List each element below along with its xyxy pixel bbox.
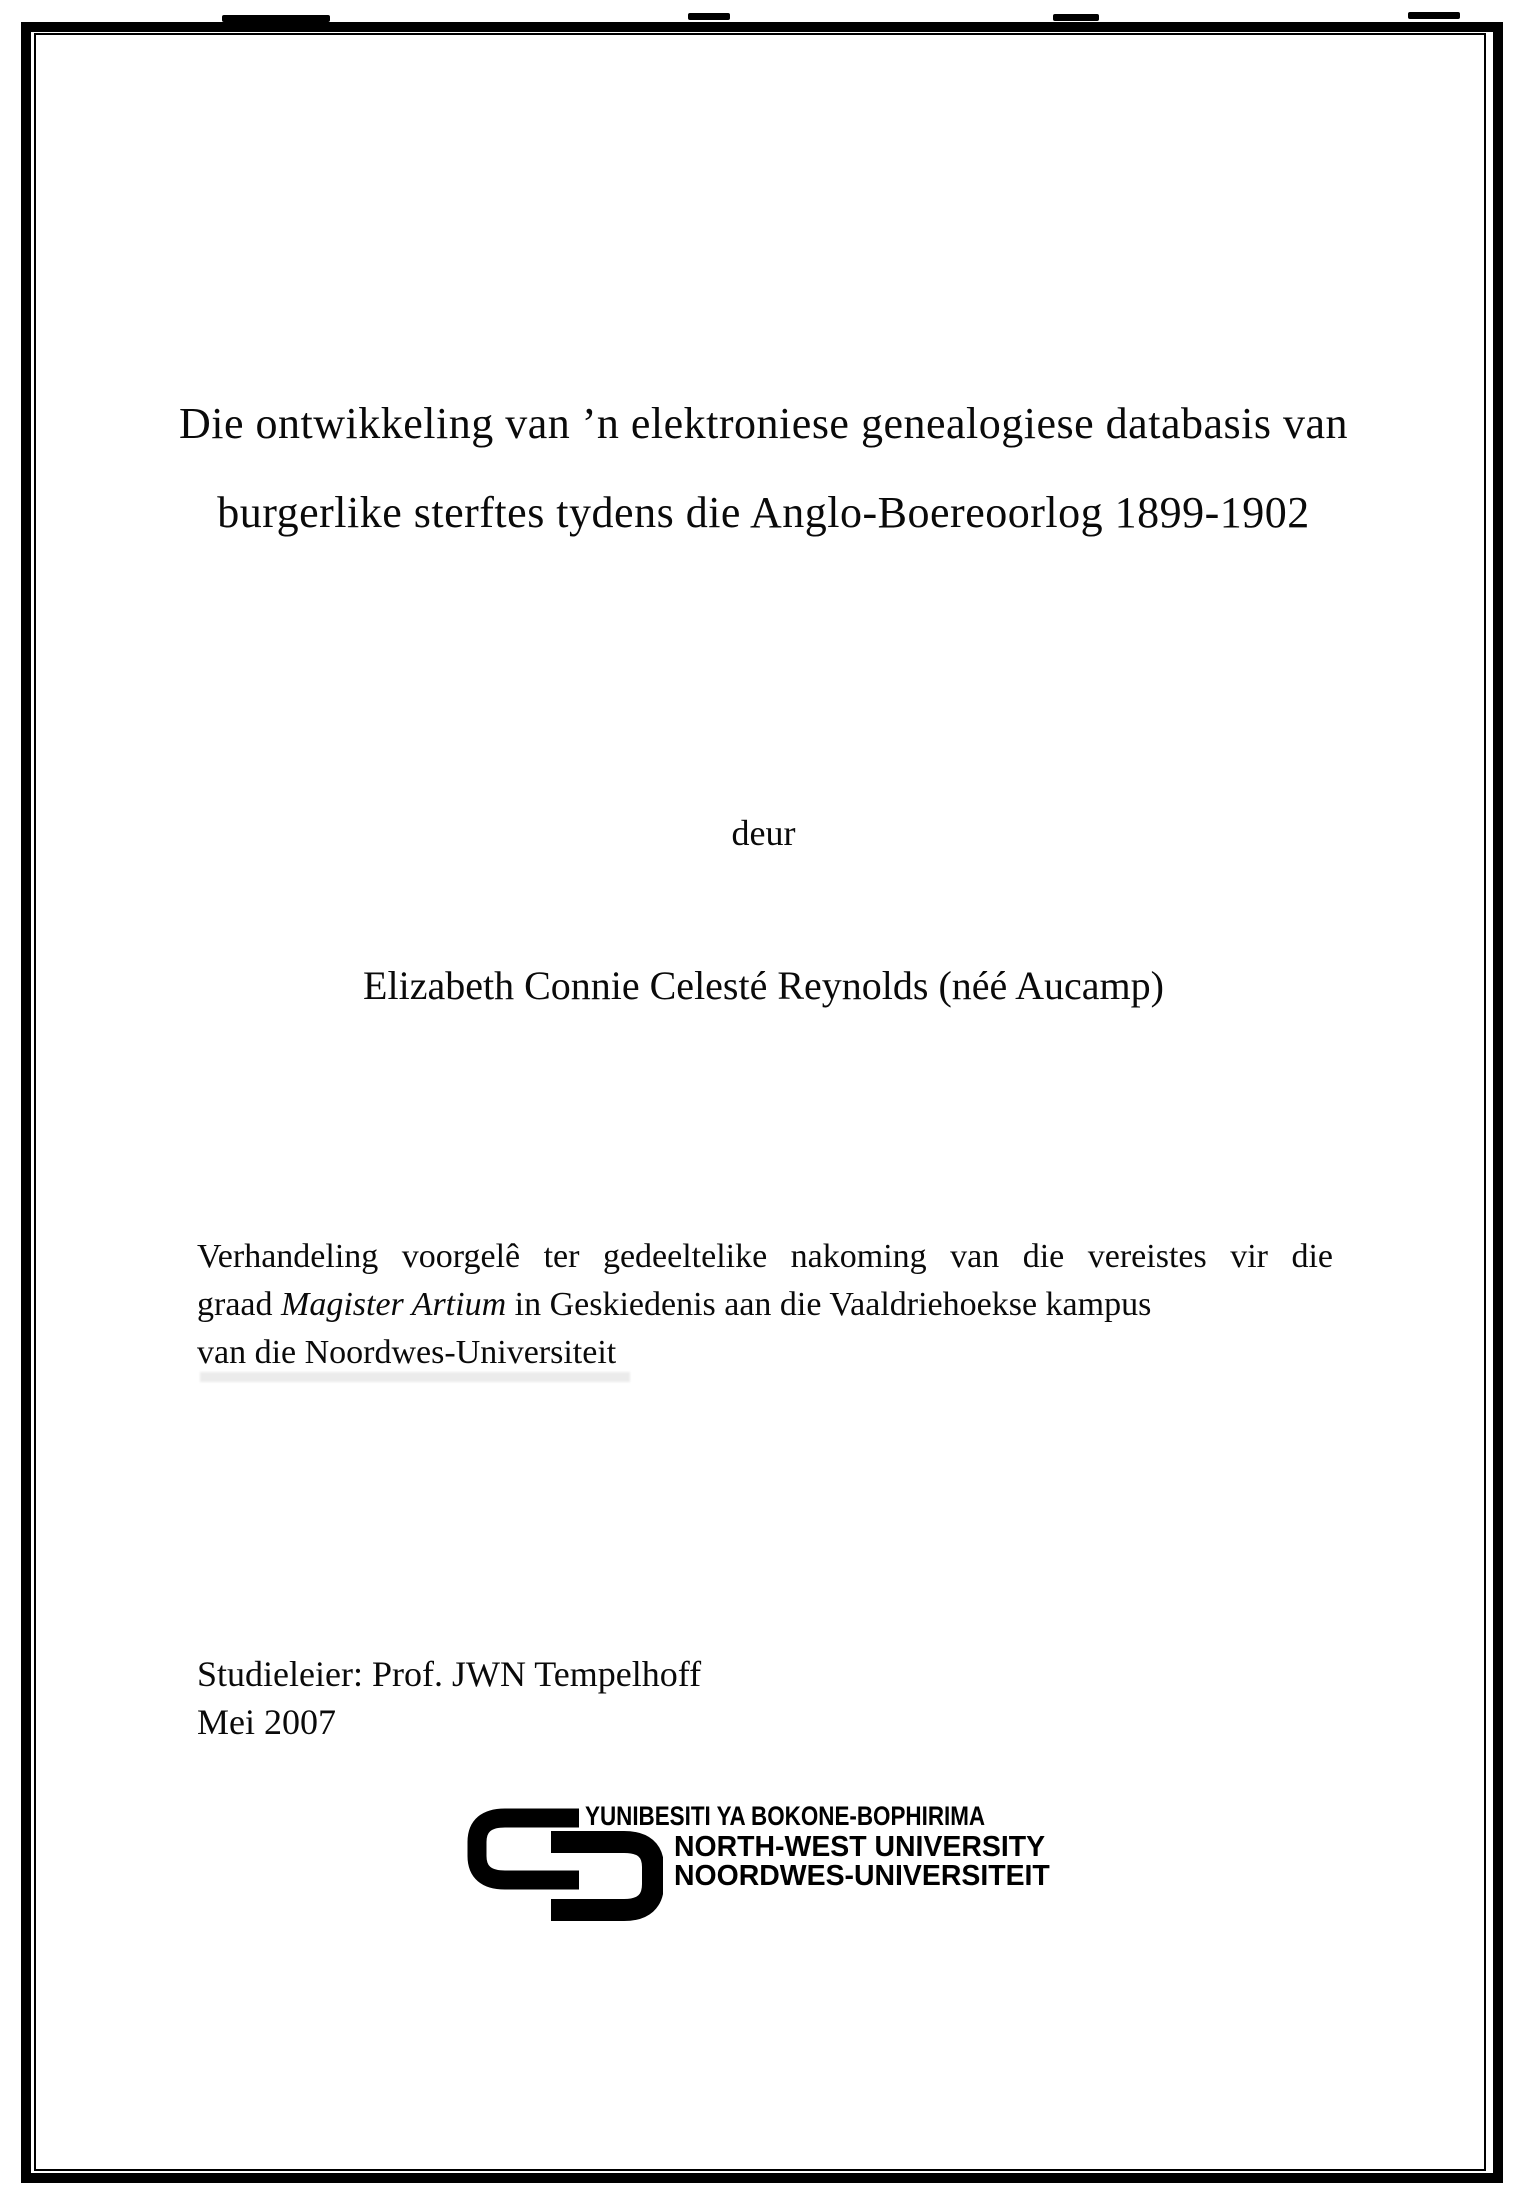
submission-line-1: Verhandeling voorgelê ter gedeeltelike nakoming van die vereistes vir die bbox=[197, 1238, 1333, 1275]
supervisor-block bbox=[197, 1650, 701, 1746]
logo-text-setswana: YUNIBESITI YA BOKONE-BOPHIRIMA bbox=[585, 1801, 986, 1831]
author-name: Elizabeth Connie Celesté Reynolds (néé Aucamp) bbox=[363, 963, 1164, 1008]
date-line: Mei 2007 bbox=[197, 1702, 336, 1742]
scan-artifact bbox=[1408, 12, 1460, 19]
degree-name: Magister Artium bbox=[281, 1286, 507, 1323]
submission-statement bbox=[197, 1233, 1333, 1377]
byline: deur bbox=[731, 813, 796, 853]
scan-smudge bbox=[200, 1372, 630, 1382]
supervisor-line: Studieleier: Prof. JWN Tempelhoff bbox=[197, 1654, 702, 1694]
scan-artifact bbox=[688, 13, 730, 20]
logo-text-english: NORTH-WEST UNIVERSITY bbox=[674, 1831, 1046, 1863]
scan-artifact bbox=[222, 15, 330, 22]
submission-line-3: van die Noordwes-Universiteit bbox=[197, 1334, 617, 1371]
page-title-line-1: Die ontwikkeling van ’n elektroniese genealogiese databasis van bbox=[178, 399, 1348, 448]
logo-text-afrikaans: NOORDWES-UNIVERSITEIT bbox=[674, 1860, 1050, 1892]
submission-line-2 bbox=[197, 1281, 1333, 1329]
scan-artifact bbox=[1053, 14, 1099, 21]
submission-line-2-post: in Geskiedenis aan die Vaaldriehoekse kampus bbox=[506, 1286, 1152, 1323]
page-title-line-2: burgerlike sterftes tydens die Anglo-Boereoorlog 1899-1902 bbox=[217, 488, 1310, 537]
submission-line-2-pre: graad bbox=[197, 1286, 282, 1323]
